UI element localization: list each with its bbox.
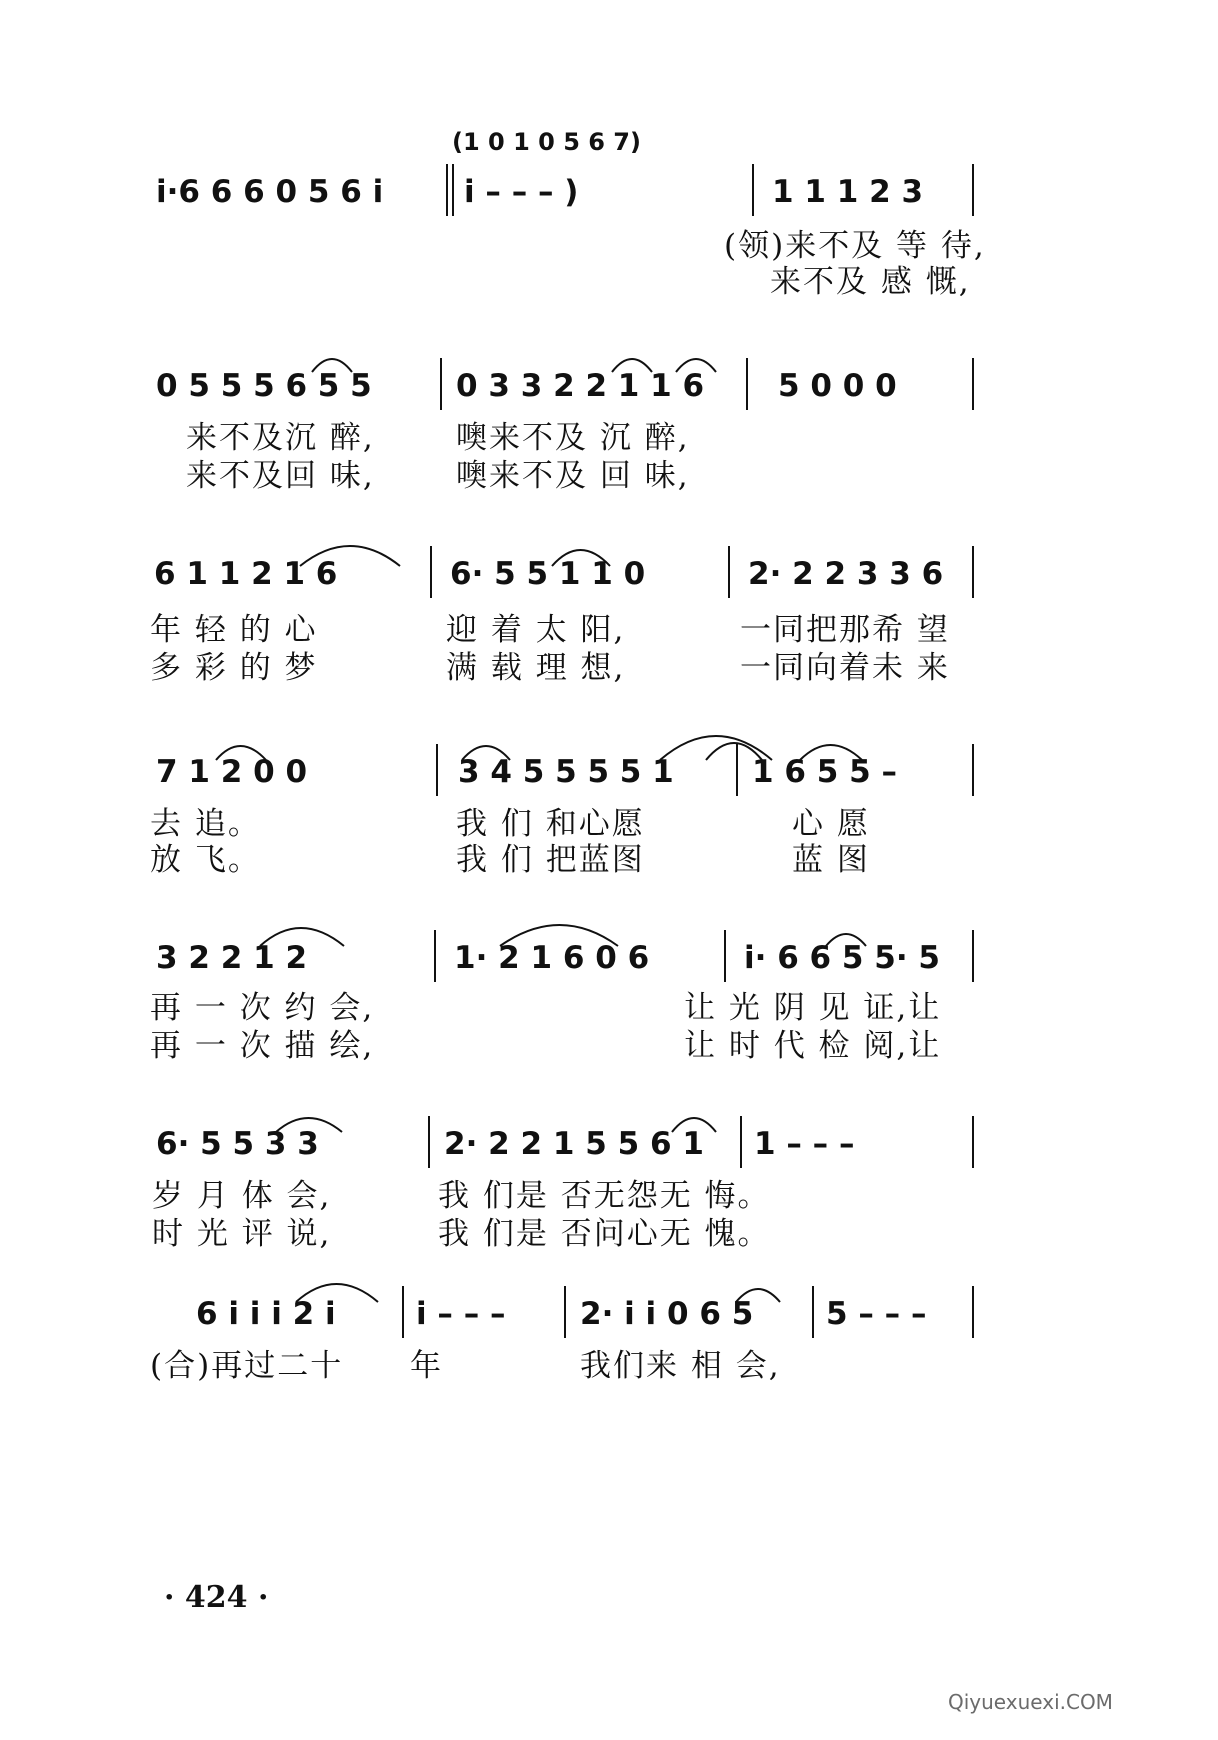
barline: [972, 546, 974, 598]
barline: [446, 164, 448, 216]
system-4-lyrics-2: [0, 836, 1218, 876]
system-7-notes: [0, 1284, 1218, 1344]
measure-1-3: 1 1 1 2 3: [772, 174, 924, 210]
lyric-segment: 再 一 次 约 会,: [150, 989, 375, 1026]
system-3-lyrics-1: [0, 606, 1218, 646]
lyric-segment: 迎 着 太 阳,: [446, 611, 626, 648]
lyric-segment: 一同向着未 来: [740, 649, 950, 686]
lyric-segment: 我 们 把蓝图: [456, 841, 645, 878]
lyric-segment: 一同把那希 望: [740, 611, 950, 648]
measure-4-1: 7 1 2 0 0: [156, 754, 308, 790]
barline: [752, 164, 754, 216]
measure-5-2: 1· 2 1 6 0 6: [454, 940, 650, 976]
measure-5-3: i· 6 6 5 5· 5: [744, 940, 940, 976]
measure-7-1: 6 i i i 2 i: [196, 1296, 336, 1332]
lyric-segment: 来不及 感 慨,: [770, 263, 971, 300]
lyric-segment: 噢来不及 回 味,: [456, 457, 690, 494]
barline: [434, 930, 436, 982]
watermark: Qiyuexuexi.COM: [948, 1690, 1113, 1714]
barline: [728, 546, 730, 598]
lyric-segment: 年: [410, 1347, 443, 1384]
measure-7-4: 5 – – –: [826, 1296, 927, 1332]
barline: [430, 546, 432, 598]
lyric-segment: 满 载 理 想,: [446, 649, 626, 686]
barline: [972, 1116, 974, 1168]
barline: [436, 744, 438, 796]
lyric-segment: 蓝 图: [792, 841, 870, 878]
lyric-segment: (合)再过二十: [150, 1347, 344, 1384]
measure-6-3: 1 – – –: [754, 1126, 855, 1162]
page-number: · 424 ·: [164, 1580, 269, 1615]
barline: [740, 1116, 742, 1168]
lyric-segment: 来不及回 味,: [186, 457, 375, 494]
lyric-segment: 多 彩 的 梦: [150, 649, 318, 686]
measure-6-1: 6· 5 5 3 3: [156, 1126, 319, 1162]
lyric-segment: 我 们是 否无怨无 悔。: [438, 1177, 771, 1214]
measure-1-2: i – – – ): [464, 174, 579, 210]
barline: [972, 1286, 974, 1338]
lyric-segment: 岁 月 体 会,: [152, 1177, 332, 1214]
measure-3-1: 6 1 1 2 1 6: [154, 556, 338, 592]
measure-7-3: 2· i i 0 6 5: [580, 1296, 754, 1332]
barline: [972, 930, 974, 982]
barline: [736, 744, 738, 796]
barline: [724, 930, 726, 982]
system-1-lyrics-2: [0, 258, 1218, 298]
measure-5-1: 3 2 2 1 2: [156, 940, 308, 976]
system-4-notes: [0, 742, 1218, 802]
lyric-segment: 噢来不及 沉 醉,: [456, 419, 690, 456]
barline: [972, 358, 974, 410]
measure-6-2: 2· 2 2 1 5 5 6 1: [444, 1126, 704, 1162]
system-5-notes: [0, 928, 1218, 988]
system-2-lyrics-1: [0, 414, 1218, 454]
measure-4-3: 1 6 5 5 –: [752, 754, 897, 790]
lyric-segment: 去 追。: [150, 805, 261, 842]
lyric-segment: 来不及沉 醉,: [186, 419, 375, 456]
barline: [746, 358, 748, 410]
barline: [564, 1286, 566, 1338]
measure-2-3: 5 0 0 0: [778, 368, 897, 404]
lyric-segment: 时 光 评 说,: [152, 1215, 332, 1252]
barline: [402, 1286, 404, 1338]
lyric-segment: 让 时 代 检 阅,让: [684, 1027, 942, 1064]
barline: [812, 1286, 814, 1338]
system-5-lyrics-2: [0, 1022, 1218, 1062]
system-3-notes: [0, 544, 1218, 604]
measure-1-1: i·6 6 6 0 5 6 i: [156, 174, 384, 210]
lyric-segment: 年 轻 的 心: [150, 611, 318, 648]
lyric-segment: 我 们是 否问心无 愧。: [438, 1215, 771, 1252]
system-6-lyrics-2: [0, 1210, 1218, 1250]
measure-2-2: 0 3 3 2 2 1 1 6: [456, 368, 705, 404]
barline: [452, 164, 454, 216]
measure-4-2: 3 4 5 5 5 5 1: [458, 754, 674, 790]
lyric-segment: (领)来不及 等 待,: [724, 227, 986, 264]
measure-2-1: 0 5 5 5 6 5 5: [156, 368, 372, 404]
system-6-notes: [0, 1114, 1218, 1174]
system-6-lyrics-1: [0, 1172, 1218, 1212]
barline: [972, 744, 974, 796]
system-3-lyrics-2: [0, 644, 1218, 684]
measure-3-3: 2· 2 2 3 3 6: [748, 556, 944, 592]
barline: [972, 164, 974, 216]
intro-bracket: (1 0 1 0 5 6 7): [452, 128, 641, 156]
lyric-segment: 让 光 阴 见 证,让: [684, 989, 942, 1026]
system-7-lyrics-1: [0, 1342, 1218, 1382]
system-2-lyrics-2: [0, 452, 1218, 492]
system-1-notes: [0, 162, 1218, 222]
system-5-lyrics-1: [0, 984, 1218, 1024]
lyric-segment: 心 愿: [792, 805, 870, 842]
measure-7-2: i – – –: [416, 1296, 506, 1332]
lyric-segment: 我们来 相 会,: [580, 1347, 781, 1384]
lyric-segment: 放 飞。: [150, 841, 261, 878]
system-2-notes: [0, 356, 1218, 416]
system-1-lyrics-1: [0, 222, 1218, 262]
measure-3-2: 6· 5 5 1 1 0: [450, 556, 646, 592]
lyric-segment: 再 一 次 描 绘,: [150, 1027, 375, 1064]
lyric-segment: 我 们 和心愿: [456, 805, 645, 842]
barline: [428, 1116, 430, 1168]
barline: [440, 358, 442, 410]
